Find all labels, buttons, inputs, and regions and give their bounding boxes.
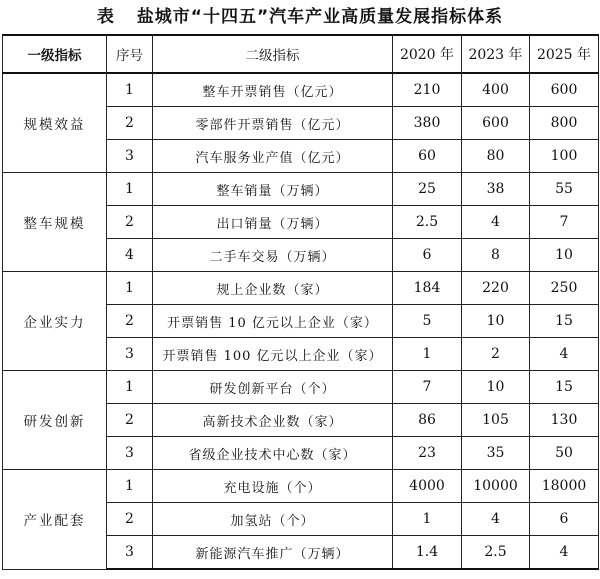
value-2020-cell: 6 bbox=[393, 239, 462, 272]
value-2023-cell: 10 bbox=[462, 305, 530, 338]
seq-cell: 1 bbox=[107, 371, 153, 404]
indicator-cell: 高新技术企业数（家） bbox=[153, 404, 393, 437]
category-cell: 整车规模 bbox=[3, 173, 107, 272]
value-2020-cell: 86 bbox=[393, 404, 462, 437]
value-2023-cell: 2 bbox=[462, 338, 530, 371]
value-2023-cell: 400 bbox=[462, 73, 530, 107]
value-2025-cell: 800 bbox=[530, 107, 599, 140]
seq-cell: 3 bbox=[107, 437, 153, 470]
indicator-cell: 整车销量（万辆） bbox=[153, 173, 393, 206]
value-2020-cell: 60 bbox=[393, 140, 462, 173]
indicator-cell: 加氢站（个） bbox=[153, 503, 393, 536]
category-cell: 研发创新 bbox=[3, 371, 107, 470]
value-2023-cell: 8 bbox=[462, 239, 530, 272]
value-2025-cell: 15 bbox=[530, 305, 599, 338]
seq-cell: 2 bbox=[107, 404, 153, 437]
value-2023-cell: 10000 bbox=[462, 470, 530, 503]
header-2020: 2020 年 bbox=[393, 35, 462, 73]
seq-cell: 3 bbox=[107, 140, 153, 173]
value-2023-cell: 105 bbox=[462, 404, 530, 437]
table-title-text: 盐城市“十四五”汽车产业高质量发展指标体系 bbox=[136, 6, 504, 27]
seq-cell: 2 bbox=[107, 503, 153, 536]
value-2025-cell: 7 bbox=[530, 206, 599, 239]
value-2025-cell: 15 bbox=[530, 371, 599, 404]
indicator-cell: 新能源汽车推广（万辆） bbox=[153, 536, 393, 570]
value-2023-cell: 10 bbox=[462, 371, 530, 404]
value-2020-cell: 5 bbox=[393, 305, 462, 338]
header-indicator: 二级指标 bbox=[153, 35, 393, 73]
seq-cell: 1 bbox=[107, 73, 153, 107]
indicator-cell: 规上企业数（家） bbox=[153, 272, 393, 305]
value-2023-cell: 220 bbox=[462, 272, 530, 305]
value-2025-cell: 6 bbox=[530, 503, 599, 536]
value-2025-cell: 100 bbox=[530, 140, 599, 173]
value-2023-cell: 4 bbox=[462, 503, 530, 536]
value-2020-cell: 380 bbox=[393, 107, 462, 140]
value-2020-cell: 25 bbox=[393, 173, 462, 206]
value-2023-cell: 600 bbox=[462, 107, 530, 140]
seq-cell: 2 bbox=[107, 107, 153, 140]
indicator-cell: 零部件开票销售（亿元） bbox=[153, 107, 393, 140]
header-2023: 2023 年 bbox=[462, 35, 530, 73]
indicator-cell: 研发创新平台（个） bbox=[153, 371, 393, 404]
indicator-cell: 出口销量（万辆） bbox=[153, 206, 393, 239]
table-row bbox=[3, 73, 599, 107]
value-2020-cell: 210 bbox=[393, 73, 462, 107]
value-2020-cell: 2.5 bbox=[393, 206, 462, 239]
indicator-cell: 省级企业技术中心数（家） bbox=[153, 437, 393, 470]
category-cell: 企业实力 bbox=[3, 272, 107, 371]
category-cell: 产业配套 bbox=[3, 470, 107, 570]
table-row bbox=[3, 470, 599, 503]
value-2025-cell: 4 bbox=[530, 338, 599, 371]
seq-cell: 1 bbox=[107, 173, 153, 206]
seq-cell: 1 bbox=[107, 272, 153, 305]
value-2020-cell: 184 bbox=[393, 272, 462, 305]
value-2025-cell: 4 bbox=[530, 536, 599, 570]
seq-cell: 4 bbox=[107, 239, 153, 272]
seq-cell: 2 bbox=[107, 206, 153, 239]
value-2023-cell: 38 bbox=[462, 173, 530, 206]
value-2020-cell: 1 bbox=[393, 503, 462, 536]
table-row bbox=[3, 371, 599, 404]
value-2025-cell: 250 bbox=[530, 272, 599, 305]
table-header-row bbox=[3, 35, 599, 73]
seq-cell: 3 bbox=[107, 338, 153, 371]
header-category: 一级指标 bbox=[3, 35, 107, 73]
category-cell: 规模效益 bbox=[3, 73, 107, 173]
value-2023-cell: 80 bbox=[462, 140, 530, 173]
table-row bbox=[3, 173, 599, 206]
indicator-cell: 整车开票销售（亿元） bbox=[153, 73, 393, 107]
value-2020-cell: 1 bbox=[393, 338, 462, 371]
indicator-cell: 开票销售 10 亿元以上企业（家） bbox=[153, 305, 393, 338]
value-2020-cell: 4000 bbox=[393, 470, 462, 503]
value-2025-cell: 600 bbox=[530, 73, 599, 107]
value-2025-cell: 55 bbox=[530, 173, 599, 206]
seq-cell: 2 bbox=[107, 305, 153, 338]
value-2025-cell: 18000 bbox=[530, 470, 599, 503]
seq-cell: 3 bbox=[107, 536, 153, 570]
value-2025-cell: 50 bbox=[530, 437, 599, 470]
value-2020-cell: 23 bbox=[393, 437, 462, 470]
value-2023-cell: 35 bbox=[462, 437, 530, 470]
value-2025-cell: 10 bbox=[530, 239, 599, 272]
indicator-cell: 汽车服务业产值（亿元） bbox=[153, 140, 393, 173]
value-2025-cell: 130 bbox=[530, 404, 599, 437]
value-2023-cell: 2.5 bbox=[462, 536, 530, 570]
table-body bbox=[3, 73, 599, 569]
indicator-cell: 开票销售 100 亿元以上企业（家） bbox=[153, 338, 393, 371]
table-title-lead: 表 bbox=[96, 6, 115, 27]
indicator-table bbox=[2, 34, 599, 570]
indicator-cell: 充电设施（个） bbox=[153, 470, 393, 503]
indicator-cell: 二手车交易（万辆） bbox=[153, 239, 393, 272]
value-2020-cell: 7 bbox=[393, 371, 462, 404]
header-2025: 2025 年 bbox=[530, 35, 599, 73]
value-2023-cell: 4 bbox=[462, 206, 530, 239]
table-row bbox=[3, 272, 599, 305]
seq-cell: 1 bbox=[107, 470, 153, 503]
header-seq: 序号 bbox=[107, 35, 153, 73]
value-2020-cell: 1.4 bbox=[393, 536, 462, 570]
table-title bbox=[0, 0, 600, 28]
